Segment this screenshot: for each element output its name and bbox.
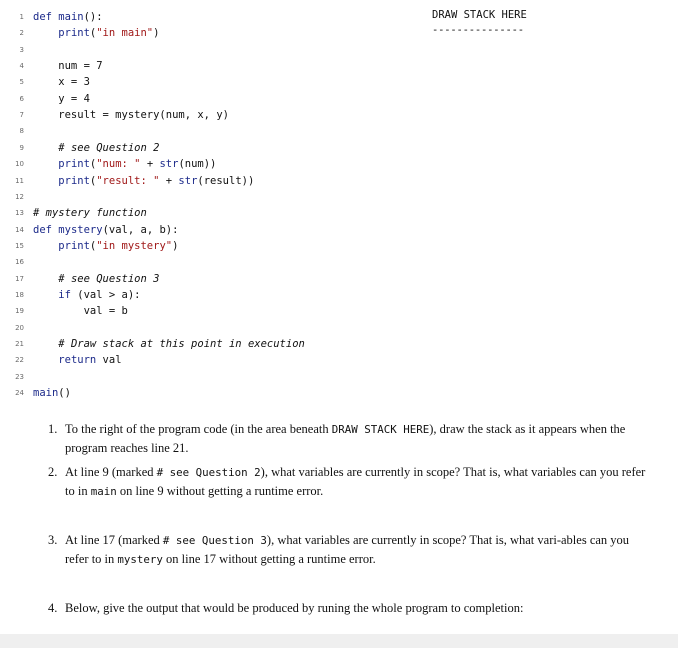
line-number: 12	[15, 192, 24, 201]
line-number: 2	[19, 29, 24, 38]
line-number: 23	[15, 372, 24, 381]
code-text: if (val > a):	[58, 288, 141, 301]
code-text: return val	[58, 354, 122, 367]
code-text: num = 7	[33, 60, 103, 73]
code-text: val = b	[33, 305, 128, 318]
line-number: 17	[15, 274, 24, 283]
line-number: 9	[19, 143, 24, 152]
code-text: y = 4	[33, 92, 90, 105]
code-text: # Draw stack at this point in execution	[58, 338, 305, 350]
question-1	[48, 420, 648, 457]
question-number: 2.	[48, 465, 58, 479]
line-number: 6	[19, 94, 24, 103]
line-number: 13	[15, 209, 24, 218]
line-number: 24	[15, 389, 24, 398]
question-3	[48, 531, 648, 569]
page-bottom-edge	[0, 634, 678, 648]
line-number: 5	[19, 78, 24, 87]
question-4	[48, 599, 648, 617]
line-number: 22	[15, 356, 24, 365]
line-number: 3	[19, 45, 24, 54]
line-number: 18	[15, 290, 24, 299]
code-text: x = 3	[33, 76, 90, 89]
draw-stack-heading: DRAW STACK HERE	[432, 9, 527, 21]
code-text: # mystery function	[33, 207, 147, 220]
line-number: 10	[15, 160, 24, 169]
line-number: 8	[19, 127, 24, 136]
code-text: print("result: " + str(result))	[58, 174, 255, 187]
line-number: 16	[15, 258, 24, 267]
draw-stack-rule: ---------------	[432, 24, 524, 36]
code-text: print("in main")	[58, 27, 160, 40]
line-number: 19	[15, 307, 24, 316]
line-number: 14	[15, 225, 24, 234]
code-text: result = mystery(num, x, y)	[33, 109, 229, 122]
line-number: 15	[15, 241, 24, 250]
question-number: 4.	[48, 601, 58, 615]
line-number: 21	[15, 340, 24, 348]
code-text: def main():	[33, 11, 103, 23]
code-text: # see Question 2	[58, 141, 160, 154]
line-number: 1	[19, 13, 24, 21]
line-number: 20	[15, 323, 24, 332]
line-number: 7	[19, 111, 24, 120]
code-text: print("num: " + str(num))	[58, 158, 217, 171]
question-text: At line 9 (marked # see Question 2), what variables are currently in scope? That is, what variables can you refer to in main on line 9 without getting a runtime error.	[65, 465, 646, 498]
line-number: 11	[15, 176, 24, 185]
question-text: Below, give the output that would be produced by runing the whole program to completion:	[65, 601, 524, 615]
code-text: def mystery(val, a, b):	[33, 223, 179, 236]
question-text: To the right of the program code (in the area beneath DRAW STACK HERE), draw the stack as it appears when the program reaches line 21.	[65, 422, 626, 455]
question-2	[48, 463, 648, 501]
question-number: 1.	[48, 422, 58, 436]
code-text: main()	[33, 387, 71, 400]
code-text: print("in mystery")	[58, 239, 179, 252]
line-number: 4	[19, 62, 24, 71]
question-number: 3.	[48, 533, 58, 547]
code-text: # see Question 3	[58, 272, 160, 285]
question-text: At line 17 (marked # see Question 3), what variables are currently in scope? That is, what vari-ables can you refer to in mystery on line 17 without getting a runtime error.	[65, 533, 630, 566]
